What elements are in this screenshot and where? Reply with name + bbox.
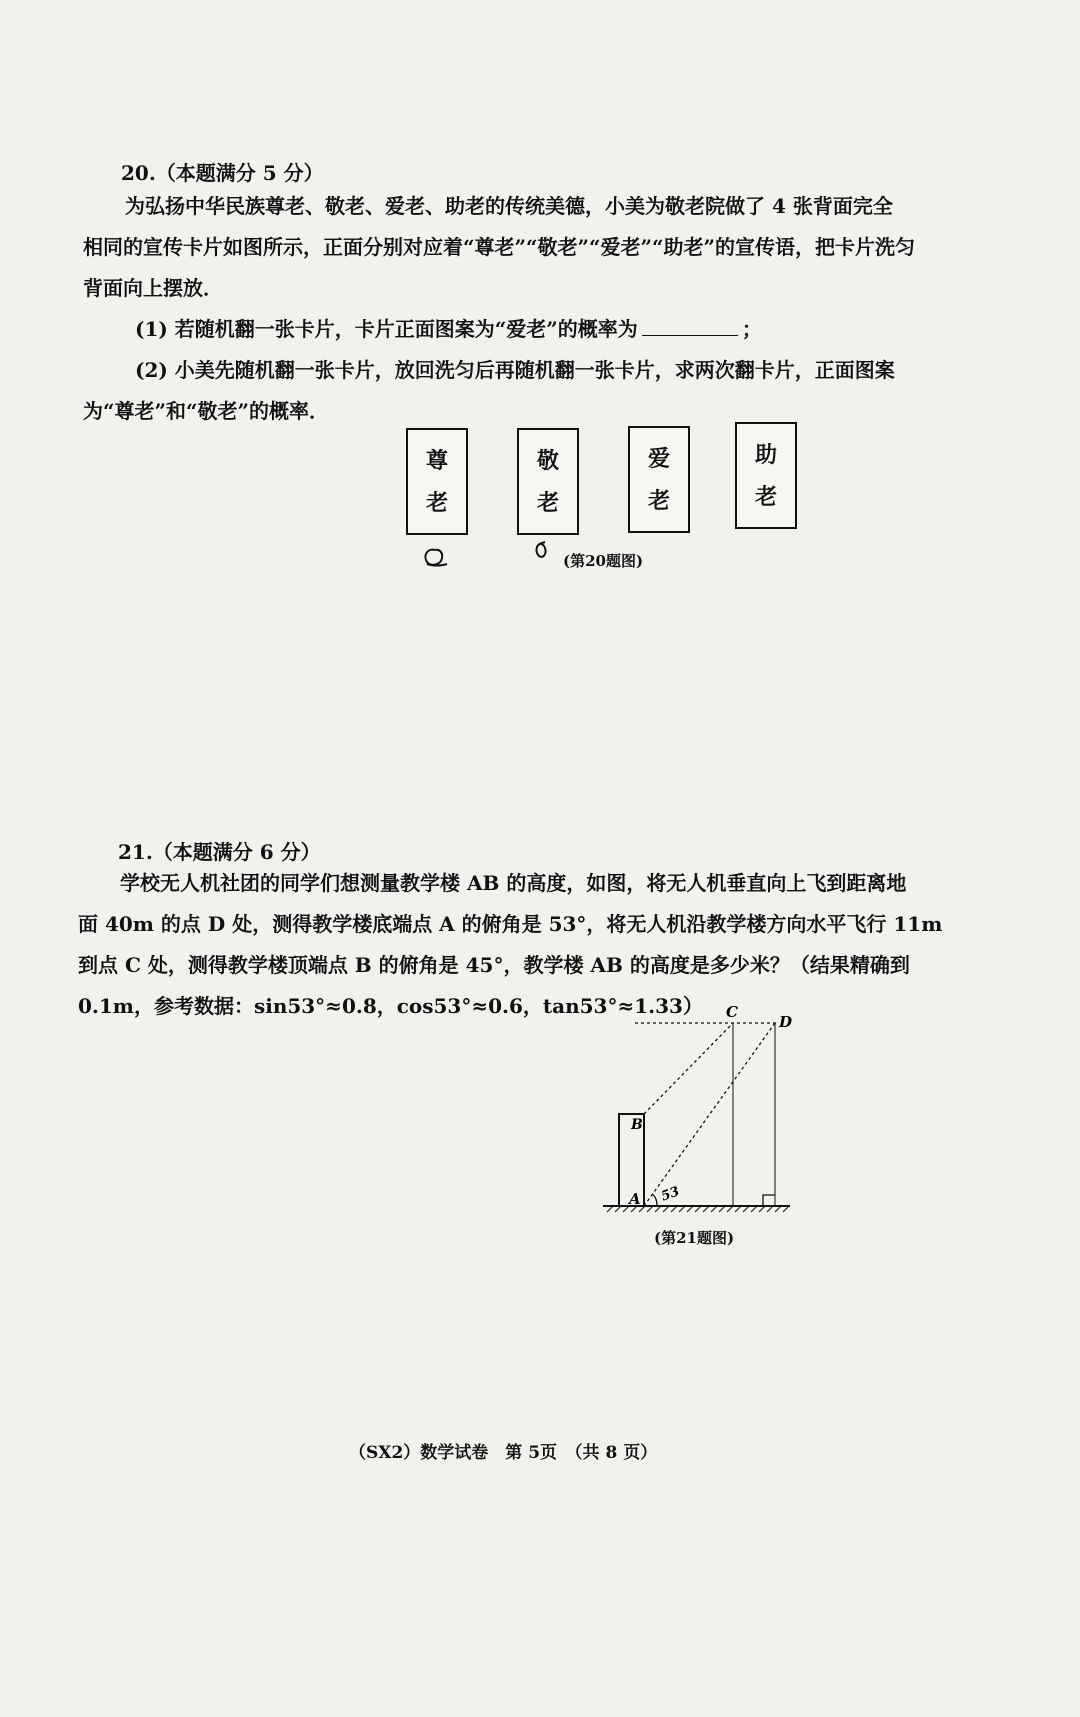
q21-text (78, 863, 1023, 1027)
handwritten-circle-a (425, 550, 447, 566)
line-ad (644, 1023, 775, 1206)
q20-part-1 (83, 309, 1023, 350)
q21-line-1: 学校无人机社团的同学们想测量教学楼 AB 的高度，如图，将无人机垂直向上飞到距离地 (120, 871, 907, 895)
card-char-2: 老 (425, 490, 448, 516)
q20-text (83, 186, 1023, 432)
q21-line-3: 到点 C 处，测得教学楼顶端点 B 的俯角是 45°，教学楼 AB 的高度是多少米？（结果精确到 (78, 953, 910, 977)
q21-line-2: 面 40m 的点 D 处，测得教学楼底端点 A 的俯角是 53°，将无人机沿教学楼方向水平飞行 11m (78, 912, 943, 936)
q20-part-2-line-2: 为“尊老”和“敬老”的概率． (83, 399, 330, 423)
card-char-2: 老 (536, 490, 559, 516)
figure-21 (595, 1000, 805, 1225)
card-char-2: 老 (754, 484, 777, 510)
card-char-1: 敬 (536, 448, 559, 474)
q20-line-2: 相同的宣传卡片如图所示，正面分别对应着“尊老”“敬老”“爱老”“助老”的宣传语，把卡片洗匀 (83, 235, 916, 259)
figure-21-caption: (第21题图) (654, 1229, 735, 1247)
card-char-1: 爱 (647, 446, 670, 472)
q20-part-2-line-1: (2) 小美先随机翻一张卡片，放回洗匀后再随机翻一张卡片，求两次翻卡片，正面图案 (135, 358, 895, 382)
q21-line-4: 0.1m，参考数据：sin53°≈0.8，cos53°≈0.6，tan53°≈1.33） (78, 994, 703, 1018)
handwritten-marks (415, 538, 555, 572)
q20-line-3: 背面向上摆放． (83, 276, 223, 300)
card-char-1: 尊 (425, 448, 448, 474)
page-footer: （SX2）数学试卷 第 5页 （共 8 页） (349, 1443, 658, 1463)
right-angle-mark (763, 1195, 775, 1206)
handwritten-angle-53: 53 (659, 1184, 682, 1205)
line-bc (644, 1023, 733, 1114)
handwritten-circle-b (537, 542, 546, 557)
label-d: D (779, 1013, 793, 1031)
card-char-2: 老 (647, 488, 670, 514)
q20-title: 20.（本题满分 5 分） (121, 161, 324, 185)
q21-title: 21.（本题满分 6 分） (118, 840, 321, 864)
q20-part-1-text: (1) 若随机翻一张卡片，卡片正面图案为“爱老”的概率为 (135, 317, 638, 341)
q20-line-1: 为弘扬中华民族尊老、敬老、爱老、助老的传统美德，小美为敬老院做了 4 张背面完全 (125, 194, 893, 218)
card-zunlao (406, 428, 468, 535)
figure-20-caption: (第20题图) (563, 552, 644, 570)
angle-arc (652, 1194, 657, 1206)
answer-blank (642, 315, 738, 336)
card-zhulao (735, 422, 797, 529)
label-a: A (629, 1190, 641, 1208)
card-char-1: 助 (754, 442, 777, 468)
card-ailao (628, 426, 690, 533)
card-jinglao (517, 428, 579, 535)
q20-part-1-end: ； (741, 317, 762, 341)
label-c: C (726, 1003, 738, 1021)
label-b: B (631, 1117, 643, 1133)
